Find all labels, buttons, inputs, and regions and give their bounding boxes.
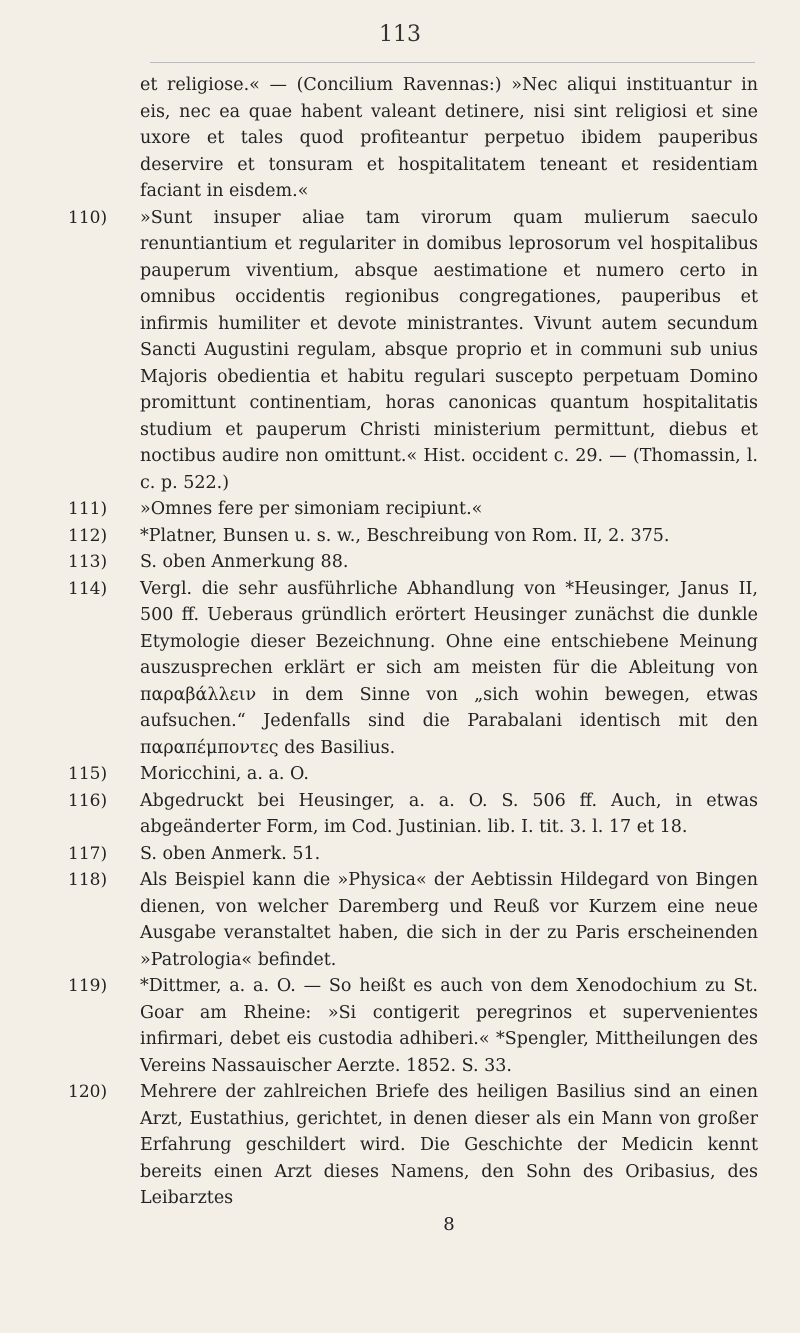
note-110 [68, 205, 758, 497]
header-rule [150, 62, 755, 63]
note-text: *Platner, Bunsen u. s. w., Beschreibung von Rom. II, 2. 375. [140, 525, 670, 546]
note-117 [68, 841, 758, 868]
note-number: 115) [68, 764, 108, 784]
note-120 [68, 1079, 758, 1212]
note-112 [68, 523, 758, 550]
note-number: 112) [68, 525, 108, 546]
note-number: 118) [68, 870, 108, 890]
note-115 [68, 761, 758, 788]
note-text: »Sunt insuper aliae tam virorum quam mulierum saeculo renuntiantium et regulariter in domibus leprosorum vel hospitalibus pauperum viventium, absque aestimatione et numero certo in omnibus occidentis regionibus congregationes, pauperibus et infirmis humiliter et devote ministrantes. Vivunt autem secundum Sancti Augustini regulam, absque proprio et in communi sub unius Majoris obedientia et habitu regulari suscepto perpetuam Domino promittunt continentiam, horas canonicas quantum hospitalitatis studium et pauperum Christi ministerium permittunt, diebus et noctibus audire non omittunt.« Hist. occident c. 29. — (Thomassin, l. c. p. 522.) [140, 207, 758, 493]
note-number: 119) [68, 976, 108, 996]
note-text: S. oben Anmerk. 51. [140, 843, 321, 864]
note-text: Vergl. die sehr ausführliche Abhandlung von *Heusinger, Janus II, 500 ff. Ueberaus gründlich erörtert Heusinger zunächst die dunkle Etymologie dieser Bezeichnung. Ohne eine entschiebene Meinung auszusprechen erklärt er sich am meisten für die Ableitung von παραβάλλειν in dem Sinne von „sich wohin bewegen, etwas aufsuchen.“ Jedenfalls sind die Parabalani identisch mit den παραπέμποντες des Basilius. [140, 578, 758, 758]
footnotes-body [68, 72, 758, 1238]
note-number: 116) [68, 790, 108, 811]
note-text: Mehrere der zahlreichen Briefe des heiligen Basilius sind an einen Arzt, Eustathius, gerichtet, in denen dieser als ein Mann von großer Erfahrung geschildert wird. Die Geschichte der Medicin kennt bereits einen Arzt dieses Namens, den Sohn des Oribasius, des Leibarztes [140, 1082, 758, 1208]
note-text: S. oben Anmerkung 88. [140, 552, 349, 572]
note-number: 111) [68, 499, 108, 519]
note-111 [68, 496, 758, 523]
note-number: 120) [68, 1082, 108, 1102]
note-number: 110) [68, 207, 108, 228]
page-number: 113 [379, 22, 421, 47]
note-text: Moricchini, a. a. O. [140, 764, 309, 784]
note-119 [68, 973, 758, 1079]
note-text: Als Beispiel kann die »Physica« der Aebtissin Hildegard von Bingen dienen, von welcher Daremberg und Reuß vor Kurzem eine neue Ausgabe veranstaltet haben, die sich in der zu Paris erscheinenden »Patrologia« befindet. [140, 870, 758, 970]
note-116 [68, 788, 758, 841]
signature-mark: 8 [443, 1213, 455, 1235]
note-text: *Dittmer, a. a. O. — So heißt es auch von dem Xenodochium zu St. Goar am Rheine: »Si contigerit peregrinos et supervenientes infirmari, debet eis custodia adhiberi.« *Spengler, Mittheilungen des Vereins Nassauischer Aerzte. 1852. S. 33. [140, 976, 758, 1076]
note-number: 114) [68, 578, 108, 599]
continuation-paragraph: et religiose.« — (Concilium Ravennas:) »Nec aliqui instituantur in eis, nec ea quae habent valeant detinere, nisi sint religiosi et sine uxore et tales quod profiteantur perpetuo ibidem pauperibus deservire et tonsuram et hospitalitatem teneant et residentiam faciant in eisdem.« [140, 75, 758, 201]
note-text: Abgedruckt bei Heusinger, a. a. O. S. 506 ff. Auch, in etwas abgeänderter Form, im Cod. Justinian. lib. I. tit. 3. l. 17 et 18. [140, 790, 758, 837]
note-number: 117) [68, 843, 108, 864]
note-113 [68, 549, 758, 576]
note-114 [68, 576, 758, 762]
note-number: 113) [68, 552, 108, 572]
note-118 [68, 867, 758, 973]
note-text: »Omnes fere per simoniam recipiunt.« [140, 499, 483, 519]
